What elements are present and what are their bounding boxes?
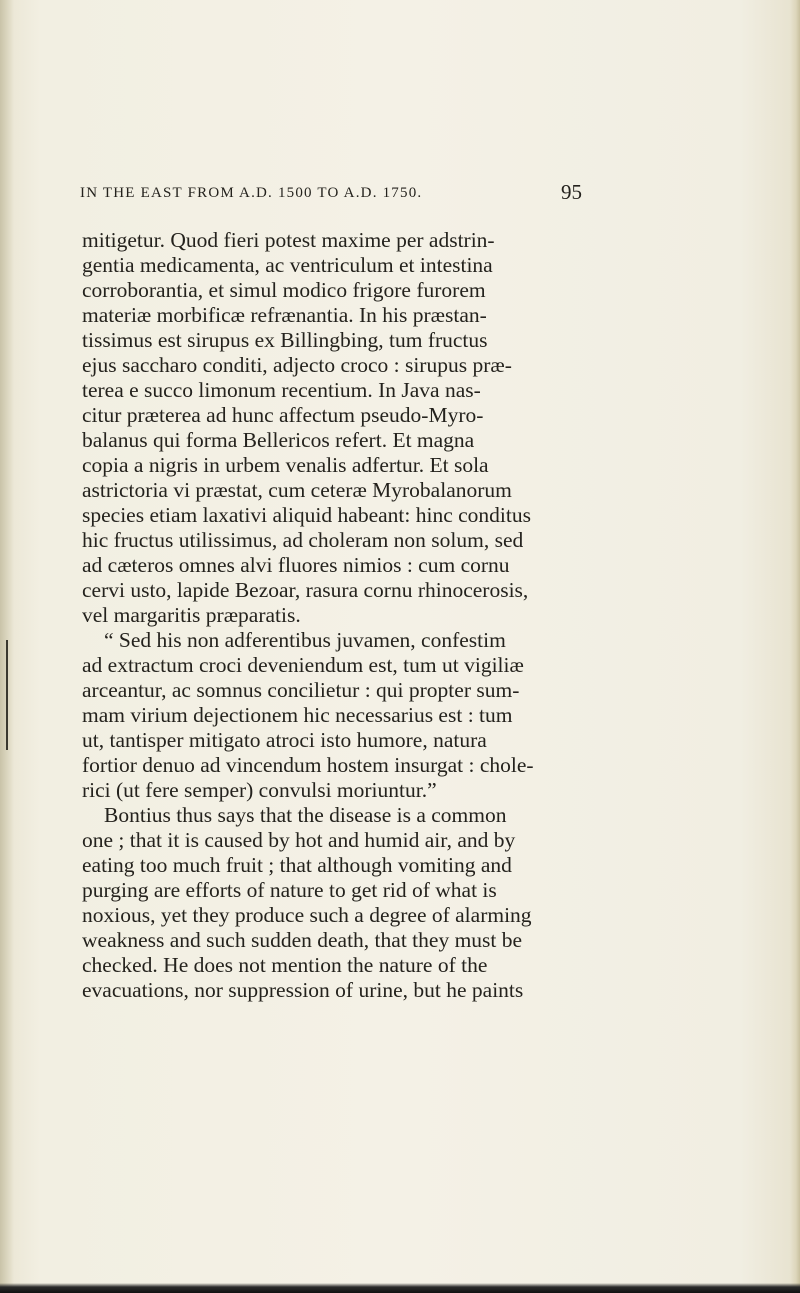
page-gutter-right	[790, 0, 800, 1293]
text-line: species etiam laxativi aliquid habeant: hinc conditus	[82, 503, 531, 527]
text-line: astrictoria vi præstat, cum ceteræ Myrobalanorum	[82, 478, 512, 502]
page-bottom-edge	[0, 1283, 800, 1293]
text-line: evacuations, nor suppression of urine, but he paints	[82, 978, 524, 1002]
page-header	[80, 180, 580, 210]
text-line: rici (ut fere semper) convulsi moriuntur.”	[82, 778, 437, 802]
text-line: vel margaritis præparatis.	[82, 603, 301, 627]
running-head: IN THE EAST FROM A.D. 1500 TO A.D. 1750.	[80, 185, 423, 201]
text-line: fortior denuo ad vincendum hostem insurgat : chole-	[82, 753, 534, 777]
text-line: weakness and such sudden death, that they must be	[82, 928, 523, 952]
text-line: terea e succo limonum recentium. In Java nas-	[82, 378, 481, 402]
text-line: checked. He does not mention the nature of the	[82, 953, 488, 977]
text-line: arceantur, ac somnus concilietur : qui propter sum-	[82, 678, 520, 702]
page-number: 95	[561, 180, 582, 204]
text-line: purging are efforts of nature to get rid of what is	[82, 878, 497, 902]
text-line: copia a nigris in urbem venalis adfertur. Et sola	[82, 453, 489, 477]
text-line: ejus saccharo conditi, adjecto croco : sirupus præ-	[82, 353, 512, 377]
body-text	[82, 228, 612, 1003]
text-line: corroborantia, et simul modico frigore furorem	[82, 278, 486, 302]
margin-mark	[6, 640, 8, 750]
text-line: ad extractum croci deveniendum est, tum ut vigiliæ	[82, 653, 524, 677]
text-line: tissimus est sirupus ex Billingbing, tum fructus	[82, 328, 488, 352]
text-line: gentia medicamenta, ac ventriculum et intestina	[82, 253, 493, 277]
text-line: Bontius thus says that the disease is a common	[104, 803, 507, 827]
text-line: materiæ morbificæ refrænantia. In his præstan-	[82, 303, 487, 327]
text-line: noxious, yet they produce such a degree of alarming	[82, 903, 532, 927]
text-line: ut, tantisper mitigato atroci isto humore, natura	[82, 728, 487, 752]
text-line: citur præterea ad hunc affectum pseudo-Myro-	[82, 403, 484, 427]
text-line: balanus qui forma Bellericos refert. Et magna	[82, 428, 475, 452]
text-line: one ; that it is caused by hot and humid air, and by	[82, 828, 516, 852]
text-line: mam virium dejectionem hic necessarius est : tum	[82, 703, 513, 727]
text-line: mitigetur. Quod fieri potest maxime per adstrin-	[82, 228, 495, 252]
text-line: hic fructus utilissimus, ad choleram non solum, sed	[82, 528, 524, 552]
text-line: eating too much fruit ; that although vomiting and	[82, 853, 512, 877]
text-line: cervi usto, lapide Bezoar, rasura cornu rhinocerosis,	[82, 578, 529, 602]
text-line: “ Sed his non adferentibus juvamen, confestim	[104, 628, 506, 652]
text-line: ad cæteros omnes alvi fluores nimios : cum cornu	[82, 553, 510, 577]
